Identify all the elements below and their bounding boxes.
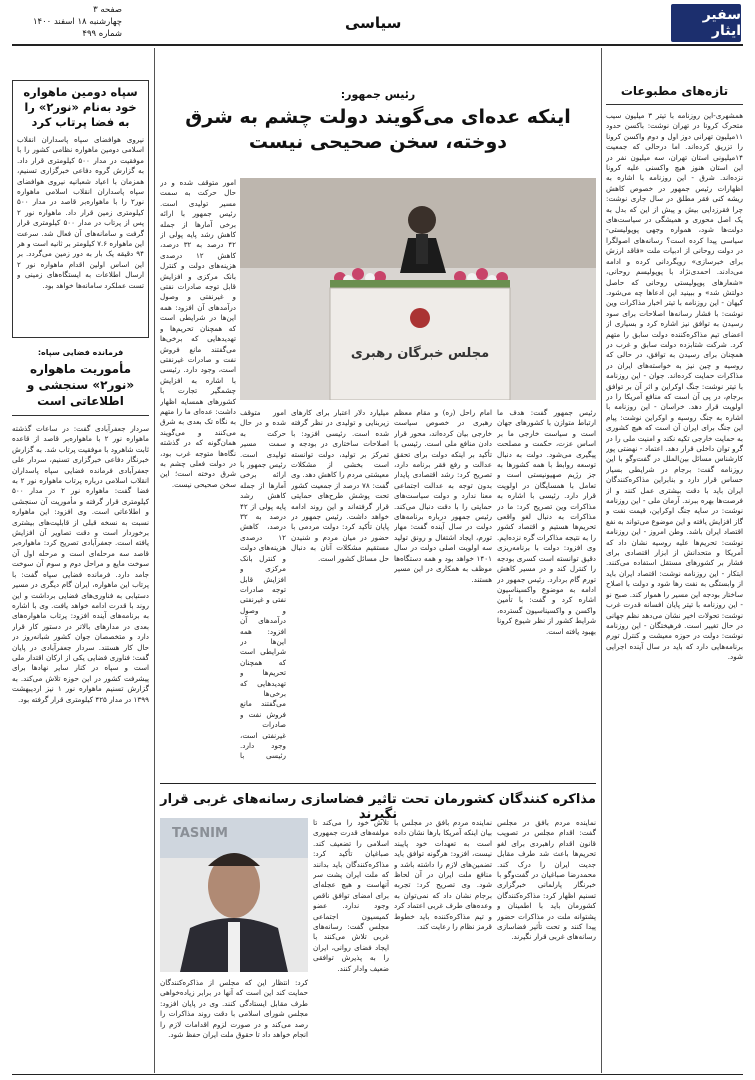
main-article-head [160,88,596,155]
bottom-article-photo [160,818,308,972]
footer-rule [12,1074,743,1075]
main-text-col-1: امور متوقف شده و در حال حرکت به سمت مسیر تولیدی است. رئیس جمهور با ارائه برخی آمارها از جمله کاهش رشد پایه پولی از ۴۲ درصد به ۳۲ درصد، کاهش ۱۲ درصدی هزینه‌های دولت و کنترل بانک مرکزی و افزایش قابل توجه صادرات نفتی و غیرنفتی و وصول درآمدهای آن افزود: همه این‌ها در شرایطی است که همچنان تحریم‌ها و تهدیدهایی که برخی‌ها می‌گفتند مانع فروش نفت و صادرات غیرنفتی است، وجود دارد. رئیسی با اشاره به افزایش چشمگیر تجارت با کشورهای همسایه اظهار داشت: عده‌ای ما را متهم به نگاه تک بعدی به شرق می‌کنند و می‌گویند همان‌گونه که در گذشته نگاه‌ها متوجه غرب بود، در دولت فعلی چشم به شرق دوخته است؛ این سخن صحیحی نیست. [160,178,236,489]
commander-kicker: فرمانده فضایی سپاه: [37,348,124,357]
interviewee-portrait [160,818,308,972]
commander-text: سردار جعفرآبادی گفت: در ساعات گذشته ماهواره نور ۲ با ماهواره‌بر قاصد از قاعده ثابت شاهرود با موفقیت پرتاب شد. به گزارش خبرنگار دفاعی خبرگزاری تسنیم، سردار علی جعفرآبادی فرمانده فضایی سپاه پاسداران انقلاب اسلامی درباره پرتاب ماهواره نور ۲ به فضا گفت: ماهواره نور ۲ در مدار ۵۰۰ کیلومتری قرار گرفته و مأموریت آن سنجشی و اطلاعاتی است. وی افزود: این ماهواره نسبت به نسخه قبلی از قابلیت‌های بیشتری برخوردار است و دقت تصاویر آن افزایش یافته است. جعفرآبادی تصریح کرد: ماهواره‌بر قاصد سه مرحله‌ای است و مرحله اول آن سوخت مایع و مراحل دوم و سوم آن سوخت جامد دارد. فرمانده فضایی سپاه گفت: با پرتاب این ماهواره، ایران گام دیگری در مسیر دستیابی به فناوری‌های فضایی برداشت و این روند با قدرت ادامه خواهد یافت. وی با اشاره به برنامه‌های آینده افزود: پرتاب ماهواره‌های بعدی در مدارهای بالاتر در دستور کار قرار دارد و متخصصان جوان کشور شبانه‌روز در حال کار هستند. سردار جعفرآبادی در پایان گفت: فناوری فضایی یکی از ارکان اقتدار ملی است و سپاه در کنار سایر نهادها برای پیشرفت کشور در این حوزه تلاش می‌کند. به گزارش تسنیم ماهواره نور ۱ نیز اردیبهشت ۱۳۹۹ در مدار ۴۲۵ کیلومتری قرار گرفته بود. [12,424,149,704]
podium-caption: مجلس خبرگان رهبری [350,346,490,361]
main-text-col-4: میلیارد دلار اعتبار برای کارهای زیربنایی و تولیدی در نظر گرفته شده است. رئیسی افزود: با اصلاحات ساختاری در بودجه و تمرکز بر تولید، دولت توانسته است بخشی از مشکلات معیشتی مردم را کاهش دهد. وی گفت: ۷۸ درصد از جمعیت کشور تحت پوشش طرح‌های حمایتی قرار گرفته‌اند و این روند ادامه خواهد داشت. رئیس جمهور در پایان تأکید کرد: دولت مردمی با حضور در میان مردم و شنیدن مستقیم مشکلات آنان به دنبال حل مسائل کشور است. [291,408,389,563]
bottom-text-col-2: نماینده مردم بافق در مجلس با بیان اینکه آمریکا بارها نشان داده است به تعهدات خود پایبند نیست، افزود: هرگونه توافق باید تضمین‌های لازم را داشته باشد و منافع ملت ایران در آن لحاظ شود. وی تصریح کرد: تجربه برجام نشان داد که نمی‌توان به وعده‌های طرف غربی اعتماد کرد و تیم مذاکره‌کننده باید خطوط قرمز نظام را رعایت کند. [394,818,492,932]
satellite-article-box [12,80,149,338]
issue-date: چهارشنبه ۱۸ اسفند ۱۴۰۰ [32,17,122,27]
page-number: صفحه ۳ [93,5,122,15]
press-review-column [606,48,743,1073]
header-rule [12,44,743,46]
main-text-col-2: رئیس جمهور گفت: هدف ما ارتباط متوازن با کشورهای جهان است و سیاست خارجی ما بر اساس عزت، حکمت و مصلحت پیگیری می‌شود. دولت به دنبال توسعه روابط با همه کشورها به جز رژیم صهیونیستی است و تعامل با همسایگان در اولویت قرار دارد. رئیسی با اشاره به مذاکرات وین تصریح کرد: ما در مذاکرات به دنبال لغو واقعی تحریم‌ها هستیم و اقتصاد کشور را به نتیجه مذاکرات گره نزده‌ایم. وی افزود: دولت با برنامه‌ریزی دقیق توانسته است کسری بودجه را کنترل کند و در مسیر کاهش تورم گام بردارد. رئیس جمهور در ادامه به موضوع واکسیناسیون اشاره کرد و گفت: با تأمین واکسن و واکسیناسیون گسترده، شرایط کشور از نظر شیوع کرونا بهبود یافته است. [497,408,596,636]
issue-meta [12,4,122,40]
bottom-text-col-1: نماینده مردم بافق در مجلس گفت: اقدام مجلس در تصویب قانون اقدام راهبردی برای لغو تحریم‌ها باعث شد طرف مقابل جدیت ایران را درک کند. محمدرضا صباغیان در گفت‌وگو با خبرنگار پارلمانی خبرگزاری تسنیم اظهار کرد: مذاکره‌کنندگان کشورمان باید با اطمینان و پشتوانه ملت در مذاکرات حضور پیدا کنند و تحت تأثیر فضاسازی رسانه‌های غربی قرار نگیرند. [497,818,596,942]
column-divider [601,48,602,1073]
newspaper-logo [671,4,741,42]
press-review-text: همشهری-این روزنامه با تیتر ۳ میلیون سیب متحرک کرونا در تهران نوشت: باکسن حدود ۱۱میلیون تهرانی دوز اول و دوم واکسن کرونا را تزریق کرده‌اند. اما درحالی که جمعیت ۱۴میلیونی استان تهران، سه میلیون نفر در این استان هنوز هیچ واکسنی علیه کرونا نزده‌اند. شرق - این روزنامه با اشاره به اظهارات رئیس جمهور در خصوص کاهش ریشه کنی فقر مطلق در سال جاری نوشت: چرا فقرزدایی بیش و پیش از این که بدل به یک اصل محوری و همیشگی در سیاست‌های دولت‌ها شود، همواره وجهی پوپولیستی-سیاسی پیدا کرده است؟ رسانه‌های اصولگرا در دولت روحانی از ادبیات ملت «فاقد ارزش برای خبرسازی» رویگردانی کرده و ادامه می‌دادند. احمدی‌نژاد با پوپولیسم روحانی، «شعارهای پوپولیستی روحانی که حاصل دولتش شد» و ببینید این ادعاها چه می‌شود. کیهان - این روزنامه با تیتر اخبار مذاکرات وین نوشت: با فشار رسانه‌ها اصلاحات برای سود رسیدن به توافق نیز اشاره کرد و بسیاری از اعضای تیم مذاکره‌کننده دولت سابق را متهم کرد. شرکت شتابزده دولت سابق و غرب در همچنان برای رسیدن به توافق، در حالی که روسیه و چین نیز به خواسته‌های ایران در مذاکرات حمایت کرده‌اند. جوان - این روزنامه با تیتر نوشت: جنگ اوکراین و اثر آن بر توافق برجام، در پی آن است که منافع آمریکا را در اولویت قرار دهد. خراسان - این روزنامه با اشاره به جنگ روسیه و اوکراین نوشت: پیام این جنگ برای ایران آن است که هیچ کشوری به حمایت خارجی تکیه نکند و امنیت ملی را در گرو توان داخلی قرار دهد. اعتماد - نهضتی پور کارشناس مسائل بین‌الملل در گفت‌وگو با این روزنامه گفت: برجام در شرایطی بسیار حساس قرار دارد و بنابراین مذاکره‌کنندگان ایران باید با دقت بیشتری عمل کنند و از فرصت‌ها بهره ببرند. آرمان ملی - این روزنامه نوشت: در سایه جنگ اوکراین، قیمت نفت و گاز افزایش یافته و این موضوع می‌تواند به نفع اقتصاد ایران باشد. وطن امروز - این روزنامه نوشت: تحریم‌ها علیه روسیه نشان داد که آمریکا و متحدانش از ابزار اقتصادی برای فشار بر کشورهای مستقل استفاده می‌کنند. ابتکار - این روزنامه نوشت: اقتصاد ایران باید از وابستگی به نفت رها شود و دولت با اصلاح ساختار بودجه این مسیر را هموار کند. صبح نو - این روزنامه با تیتر پایان افسانه قدرت غرب نوشت: تحولات اخیر نشان می‌دهد نظم جهانی در حال تغییر است. فرهیختگان - این روزنامه نوشت: دولت در حوزه معیشت و کنترل تورم برنامه‌هایی دارد که باید در سال آینده اجرایی شود. [606,111,743,662]
satellite-headline: سپاه دومین ماهواره خود به‌نام «نور۲» را به فضا پرتاب کرد [23,85,138,129]
main-article-photo [240,178,596,400]
main-headline: اینکه عده‌ای می‌گویند دولت چشم به شرق دوخته، سخن صحیحی نیست [185,106,571,153]
commander-article [12,348,149,1073]
logo-text: سفیر ایثار [702,7,741,39]
commander-headline: مأموریت ماهواره «نور۲» سنجشی و اطلاعاتی است [12,361,149,416]
bottom-text-col-4: کرد: انتظار این که مجلس از مذاکره‌کنندگان حمایت کند این است که آنها در برابر زیاده‌خواهی طرف مقابل ایستادگی کنند. وی در پایان افزود: مجلس شورای اسلامی با دقت روند مذاکرات را رصد می‌کند و در صورت لزوم اقدامات لازم را انجام خواهد داد تا حقوق ملت ایران حفظ شود. [160,978,308,1040]
satellite-text: نیروی هوافضای سپاه پاسداران انقلاب اسلامی دومین ماهواره نظامی کشور را با موفقیت در مدار ۵۰۰ کیلومتری قرار داد. به گزارش گروه دفاعی خبرگزاری تسنیم، همزمان با اعیاد شعبانیه نیروی هوافضای سپاه پاسداران انقلاب اسلامی ماهواره نور۲ را با ماهواره‌بر قاصد در مدار ۵۰۰ کیلومتری زمین قرار داد. ماهواره نور ۲ پس از پرتاب در مدار ۵۰۰ کیلومتری قرار گرفت و سامانه‌های آن فعال شد. سرعت این ماهواره ۷.۶ کیلومتر بر ثانیه است و هر ۹۴ دقیقه یک بار به دور زمین می‌گردد. بر این اساس اولین اقدام ماهواره نور ۲ ارسال اطلاعات به ایستگاه‌های زمینی و تست عملکرد سامانه‌ها خواهد بود. [17,135,144,290]
press-review-title: تازه‌های مطبوعات [606,48,743,105]
main-text-col-3: امام راحل (ره) و مقام معظم رهبری در خصوص سیاست خارجی بیان کرده‌اند، محور قرار دادن منافع ملی است. رئیسی با تأکید بر اینکه دولت برای تحقق عدالت و رفع فقر برنامه دارد، تصریح کرد: رشد اقتصادی پایدار بدون توجه به عدالت اجتماعی معنا ندارد و دولت سیاست‌های حمایتی را با دقت دنبال می‌کند. رئیس جمهور درباره برنامه‌های دولت در سال آینده گفت: مهار تورم، ایجاد اشتغال و رونق تولید سه اولویت اصلی دولت در سال ۱۴۰۱ خواهد بود و همه دستگاه‌ها موظف به همکاری در این مسیر هستند. [394,408,492,584]
speaker-podium-image [240,178,596,400]
section-title: سیاسی [345,14,402,32]
bottom-text-col-3: تلاش خود را می‌کند تا مولفه‌های قدرت جمهوری اسلامی را تضعیف کند. صباغیان تأکید کرد: مذاکره‌کنندگان باید بدانند که ملت ایران پشت سر آنهاست و هیچ عجله‌ای برای امضای توافق ناقص وجود ندارد. عضو کمیسیون اجتماعی مجلس گفت: رسانه‌های غربی تلاش می‌کنند با ایجاد فضای روانی، ایران را به پذیرش توافقی ضعیف وادار کنند. [313,818,389,973]
agency-watermark: TASNIM [172,826,228,841]
bottom-article-rule [160,783,596,784]
issue-number: شماره ۴۹۹ [82,29,122,39]
column-divider [154,48,155,1073]
main-kicker: رئیس جمهور: [340,88,416,101]
bottom-headline: مذاکره کنندگان کشورمان تحت تاثیر فضاسازی رسانه‌های غربی قرار نگیرند [160,792,596,822]
main-text-col-5: امور متوقف شده و در حال حرکت به سمت مسیر تولیدی است. رئیس جمهور با ارائه برخی آمارها از جمله کاهش رشد پایه پولی از ۴۲ درصد به ۳۲ درصد، کاهش ۱۲ درصدی هزینه‌های دولت و کنترل بانک مرکزی و افزایش قابل توجه صادرات نفتی و غیرنفتی و وصول درآمدهای آن افزود: همه این‌ها در شرایطی است که همچنان تحریم‌ها و تهدیدهایی که برخی‌ها می‌گفتند مانع فروش نفت و صادرات غیرنفتی است، وجود دارد. رئیسی با [240,408,286,760]
